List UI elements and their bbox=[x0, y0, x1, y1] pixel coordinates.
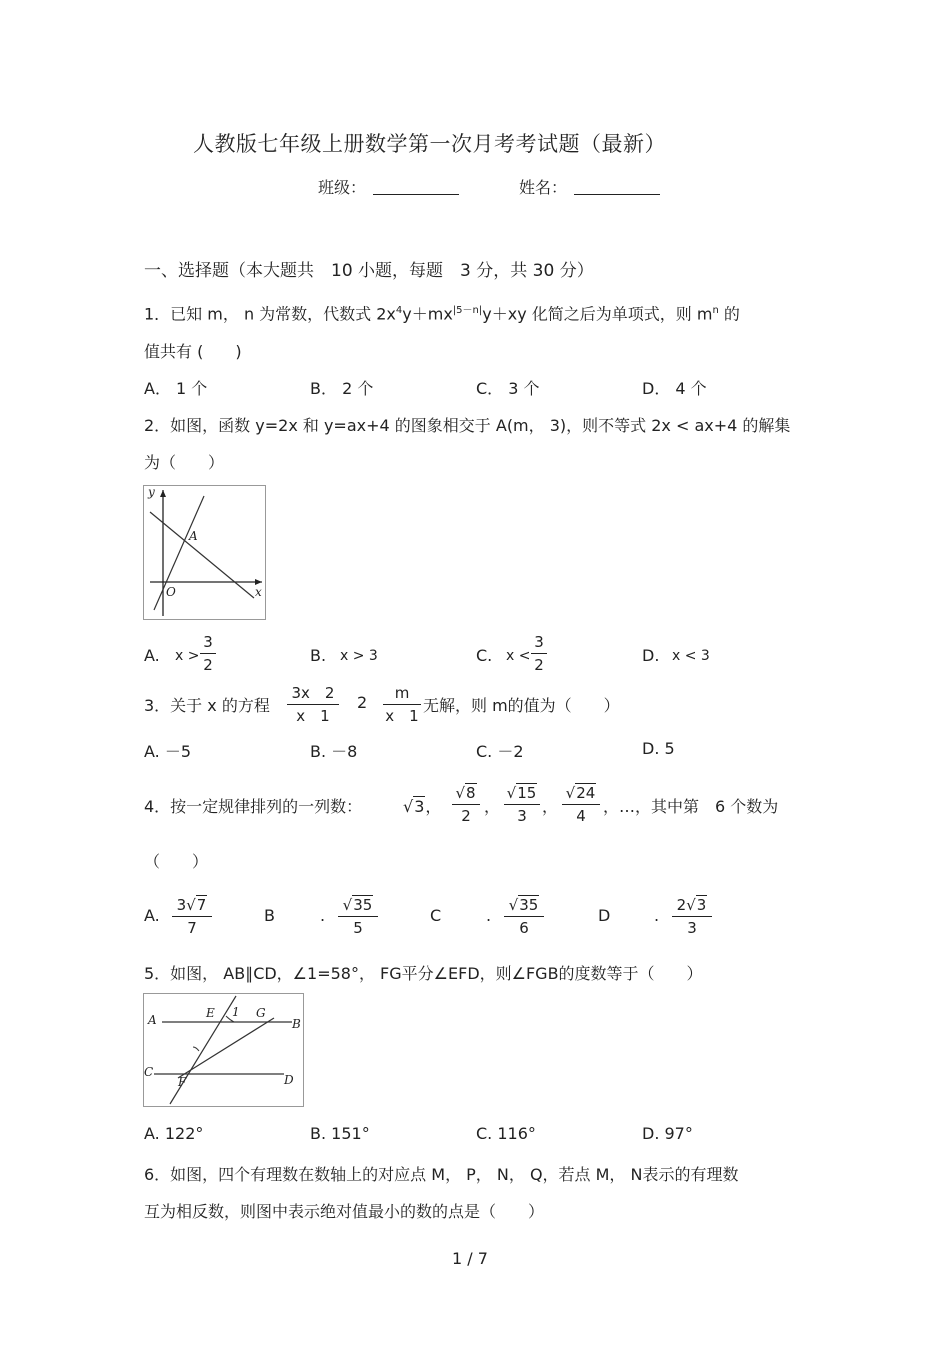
q2-option-a-fraction: 3 2 bbox=[200, 633, 216, 674]
q5-label-g: G bbox=[256, 1006, 266, 1020]
q5-label-d: D bbox=[284, 1073, 294, 1087]
q1-option-a[interactable]: A． 1 个 bbox=[144, 379, 208, 398]
q5-option-d[interactable]: D. 97° bbox=[642, 1124, 693, 1143]
q4-option-d-dot: . bbox=[654, 906, 660, 925]
q6-stem: 6．如图，四个有理数在数轴上的对应点 M， P， N， Q，若点 M， N表示的有理数 bbox=[144, 1165, 739, 1184]
q2-stem-line2: 为（ ） bbox=[144, 453, 225, 472]
q4-comma-3: ， bbox=[542, 797, 559, 816]
q4-option-d-value: 2√3 3 bbox=[672, 896, 712, 937]
q5-label-c: C bbox=[144, 1065, 154, 1079]
q3-prefix: 3．关于 x 的方程 bbox=[144, 696, 270, 715]
q4-term-1: √3， bbox=[403, 797, 442, 816]
q5-option-a[interactable]: A. 122° bbox=[144, 1124, 204, 1143]
q5-stem: 5．如图， AB∥CD，∠1=58°， FG平分∠EFD，则∠FGB的度数等于（ ） bbox=[144, 964, 703, 983]
q4-option-b-value: √35 5 bbox=[338, 896, 378, 937]
q2-option-c-lhs: x < bbox=[506, 648, 531, 664]
q1-stem: 1．已知 m， n 为常数，代数式 $2x^4y+mx^{|5-n|}y+xy$ 化简之后为单项式，则 $m^n$ 的 bbox=[144, 304, 740, 324]
q3-option-b[interactable]: B. －8 bbox=[310, 742, 358, 761]
section-heading: 一、选择题（本大题共 10 小题，每题 3 分，共 30 分） bbox=[144, 261, 594, 281]
q5-label-b: B bbox=[292, 1017, 301, 1031]
q3-fraction-1: 3x 2 x 1 bbox=[287, 684, 339, 725]
q1-option-c[interactable]: C． 3 个 bbox=[476, 379, 540, 398]
page-number: 1 / 7 bbox=[452, 1249, 488, 1268]
q2-option-c-letter[interactable]: C. bbox=[476, 646, 493, 665]
q4-term-4: √24 4 bbox=[562, 784, 600, 825]
q4-option-a-value: 3√7 7 bbox=[172, 896, 212, 937]
class-label: 班级： bbox=[318, 178, 367, 197]
q2-y-axis-label: y bbox=[148, 486, 155, 499]
q2-option-b-letter[interactable]: B. bbox=[310, 646, 327, 665]
q3-suffix: 无解，则 m的值为（ ） bbox=[423, 696, 620, 715]
q1-stem-line2: 值共有 ( ) bbox=[144, 342, 242, 361]
q4-stem-line2: （ ） bbox=[144, 852, 209, 871]
name-label: 姓名： bbox=[519, 178, 568, 197]
q2-point-a-label: A bbox=[189, 529, 198, 543]
q5-label-a: A bbox=[148, 1013, 157, 1027]
q5-parallel-lines-figure bbox=[143, 993, 304, 1107]
q1-option-d[interactable]: D． 4 个 bbox=[642, 379, 707, 398]
q2-option-d-letter[interactable]: D. bbox=[642, 646, 660, 665]
q4-term-2: √8 2 bbox=[452, 784, 480, 825]
q2-graph-figure bbox=[143, 485, 266, 620]
q2-option-c-fraction: 3 2 bbox=[531, 633, 547, 674]
q6-stem-line2: 互为相反数，则图中表示绝对值最小的数的点是（ ） bbox=[144, 1202, 545, 1221]
q5-label-f: F bbox=[178, 1075, 187, 1089]
q4-term-3: √15 3 bbox=[504, 784, 540, 825]
q2-stem: 2．如图，函数 y=2x 和 y=ax+4 的图象相交于 A(m， 3)，则不等式 2x < ax+4 的解集 bbox=[144, 416, 791, 435]
q4-prefix: 4．按一定规律排列的一列数： bbox=[144, 797, 363, 816]
q3-option-c[interactable]: C. －2 bbox=[476, 742, 524, 761]
q3-middle-term: 2 bbox=[357, 693, 368, 712]
q4-option-d-letter[interactable]: D bbox=[598, 906, 611, 925]
page-title: 人教版七年级上册数学第一次月考考试题（最新） bbox=[193, 132, 666, 156]
q4-option-b-letter[interactable]: B bbox=[264, 906, 275, 925]
q5-label-e: E bbox=[206, 1006, 215, 1020]
q4-comma-2: ， bbox=[484, 797, 501, 816]
q3-option-d[interactable]: D. 5 bbox=[642, 739, 675, 758]
q5-label-angle-1: 1 bbox=[232, 1005, 240, 1019]
q4-option-c-value: √35 6 bbox=[504, 896, 544, 937]
q2-x-axis-label: x bbox=[255, 585, 262, 599]
q2-option-d-text: x < 3 bbox=[672, 648, 710, 664]
q2-origin-label: O bbox=[166, 585, 176, 599]
class-field[interactable] bbox=[373, 174, 459, 195]
q4-option-b-dot: . bbox=[320, 906, 326, 925]
q2-option-b-text: x > 3 bbox=[340, 648, 378, 664]
q4-option-c-letter[interactable]: C bbox=[430, 906, 442, 925]
q3-option-a[interactable]: A. －5 bbox=[144, 742, 192, 761]
q4-suffix: ，…，其中第 6 个数为 bbox=[603, 797, 779, 816]
q5-option-b[interactable]: B. 151° bbox=[310, 1124, 370, 1143]
q2-option-a-lhs: x > bbox=[175, 648, 200, 664]
q2-option-a-letter[interactable]: A. bbox=[144, 646, 160, 665]
q4-option-a-letter[interactable]: A. bbox=[144, 906, 160, 925]
q3-fraction-2: m x 1 bbox=[383, 684, 421, 725]
q1-option-b[interactable]: B． 2 个 bbox=[310, 379, 374, 398]
q5-option-c[interactable]: C. 116° bbox=[476, 1124, 536, 1143]
name-field[interactable] bbox=[574, 174, 660, 195]
q4-option-c-dot: . bbox=[486, 906, 492, 925]
